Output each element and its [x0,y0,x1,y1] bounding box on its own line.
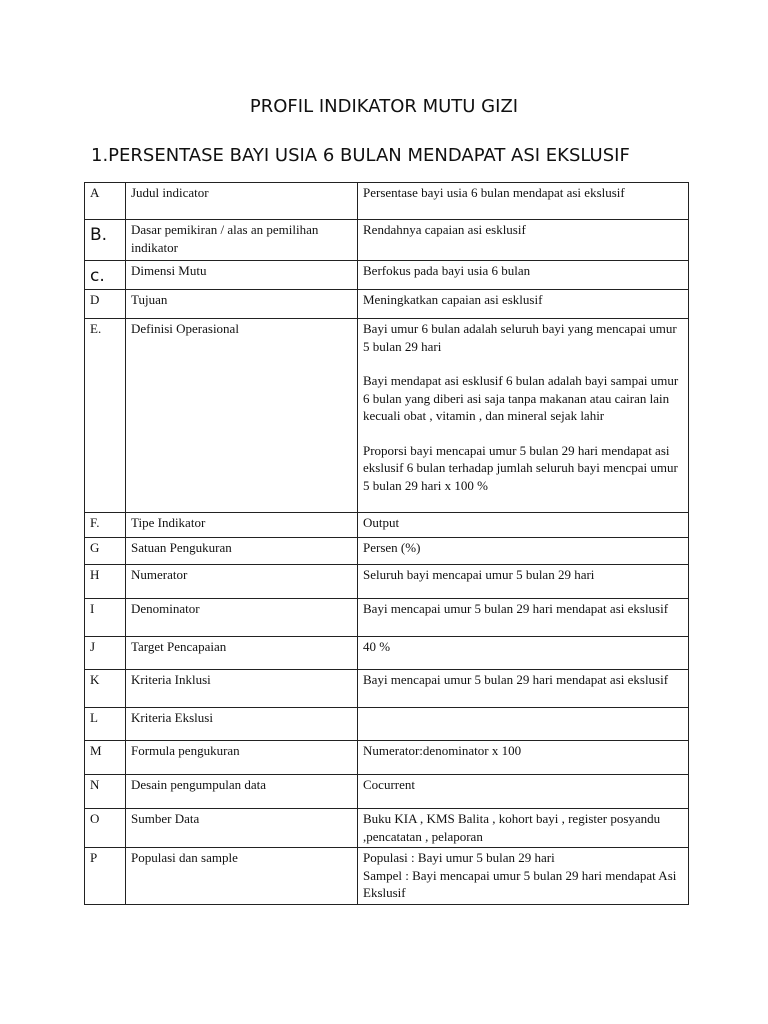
row-label: Numerator [126,565,358,599]
row-value: Bayi mencapai umur 5 bulan 29 hari mendapat asi ekslusif [358,599,689,637]
row-label: Kriteria Ekslusi [126,708,358,741]
row-label: Desain pengumpulan data [126,775,358,809]
row-value: Numerator:denominator x 100 [358,741,689,775]
row-value: Rendahnya capaian asi esklusif [358,220,689,261]
row-label: Denominator [126,599,358,637]
table-row [85,708,689,741]
row-label: Formula pengukuran [126,741,358,775]
table-row [85,319,689,513]
definition-paragraph: Proporsi bayi mencapai umur 5 bulan 29 hari mendapat asi ekslusif 6 bulan terhadap jumlah seluruh bayi mencpai umur 5 bulan 29 hari x 100 % [363,442,678,493]
document-title: PROFIL INDIKATOR MUTU GIZI [249,96,519,117]
table-row [85,848,689,905]
row-value: 40 % [358,637,689,670]
table-row [85,290,689,319]
row-label: Dasar pemikiran / alas an pemilihan indikator [126,220,358,261]
table-row [85,599,689,637]
table-row [85,670,689,708]
row-label: Judul indicator [126,183,358,220]
table-row [85,565,689,599]
row-label: Definisi Operasional [126,319,358,513]
row-value [358,708,689,741]
document-subtitle: 1.PERSENTASE BAYI USIA 6 BULAN MENDAPAT ASI EKSLUSIF [91,145,630,166]
row-code: B. [85,220,126,261]
row-label: Tujuan [126,290,358,319]
row-code: H [85,565,126,599]
row-label: Target Pencapaian [126,637,358,670]
row-value: Buku KIA , KMS Balita , kohort bayi , register posyandu ,pencatatan , pelaporan [358,809,689,848]
table-row [85,183,689,220]
row-value [358,848,689,905]
table-row [85,261,689,290]
row-label: Dimensi Mutu [126,261,358,290]
row-code: E. [85,319,126,513]
indicator-profile-table [84,182,689,905]
row-code: M [85,741,126,775]
table-row [85,809,689,848]
row-code: L [85,708,126,741]
row-label: Satuan Pengukuran [126,538,358,565]
row-label: Tipe Indikator [126,513,358,538]
sample-line: Sampel : Bayi mencapai umur 5 bulan 29 hari mendapat Asi Ekslusif [363,867,677,900]
row-code: N [85,775,126,809]
row-value: Bayi mencapai umur 5 bulan 29 hari mendapat asi ekslusif [358,670,689,708]
row-code: J [85,637,126,670]
row-code: K [85,670,126,708]
row-label: Populasi dan sample [126,848,358,905]
table-row [85,637,689,670]
row-code: A [85,183,126,220]
table-row [85,538,689,565]
population-line: Populasi : Bayi umur 5 bulan 29 hari [363,850,555,865]
row-value: Output [358,513,689,538]
table-row [85,513,689,538]
table-row [85,775,689,809]
row-code: G [85,538,126,565]
row-label: Kriteria Inklusi [126,670,358,708]
definition-paragraph: Bayi mendapat asi esklusif 6 bulan adalah bayi sampai umur 6 bulan yang diberi asi saja tanpa makanan atau cairan lain kecuali obat , vitamin , dan mineral sejak lahir [363,373,679,423]
row-label: Sumber Data [126,809,358,848]
row-value: Cocurrent [358,775,689,809]
row-code: P [85,848,126,905]
row-value: Meningkatkan capaian asi esklusif [358,290,689,319]
row-code: D [85,290,126,319]
row-value: Berfokus pada bayi usia 6 bulan [358,261,689,290]
row-value [358,319,689,513]
row-value: Persentase bayi usia 6 bulan mendapat asi ekslusif [358,183,689,220]
row-code: F. [85,513,126,538]
row-value: Seluruh bayi mencapai umur 5 bulan 29 hari [358,565,689,599]
row-value: Persen (%) [358,538,689,565]
definition-paragraph: Bayi umur 6 bulan adalah seluruh bayi yang mencapai umur 5 bulan 29 hari [363,321,677,354]
table-row [85,741,689,775]
table-row [85,220,689,261]
row-code: O [85,809,126,848]
row-code: c. [85,261,126,290]
row-code: I [85,599,126,637]
